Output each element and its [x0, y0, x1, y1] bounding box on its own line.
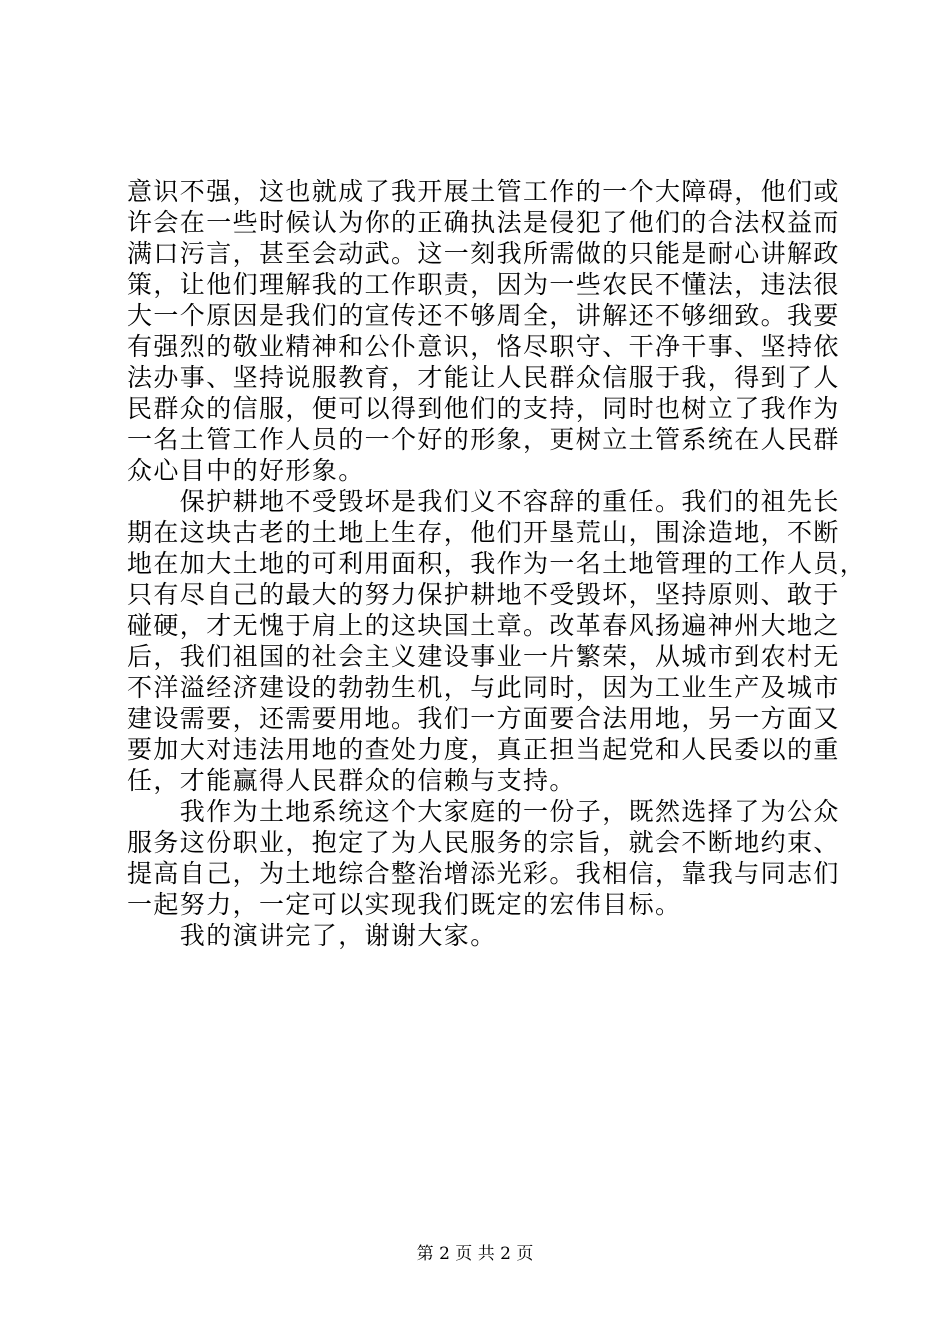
- paragraph-start-line: 我作为土地系统这个大家庭的一份子，既然选择了为公众: [127, 797, 840, 826]
- body-text-line: 策，让他们理解我的工作职责，因为一些农民不懂法，违法很: [127, 270, 840, 299]
- body-text-line: 满口污言，甚至会动武。这一刻我所需做的只能是耐心讲解政: [127, 239, 840, 268]
- body-text-line: 法办事、坚持说服教育，才能让人民群众信服于我，得到了人: [127, 363, 840, 392]
- body-text-line: 不洋溢经济建设的勃勃生机，与此同时，因为工业生产及城市: [127, 673, 840, 702]
- body-text-line: 众心目中的好形象。: [127, 456, 365, 485]
- body-text-line: 建设需要，还需要用地。我们一方面要合法用地，另一方面又: [127, 704, 840, 733]
- body-text-line: 提高自己，为土地综合整治增添光彩。我相信，靠我与同志们: [127, 859, 840, 888]
- body-text-line: 期在这块古老的土地上生存，他们开垦荒山，围涂造地，不断: [127, 518, 840, 547]
- paragraph-start-line: 保护耕地不受毁坏是我们义不容辞的重任。我们的祖先长: [127, 487, 840, 516]
- body-text-line: 有强烈的敬业精神和公仆意识，恪尽职守、干净干事、坚持依: [127, 332, 840, 361]
- body-text-line: 只有尽自己的最大的努力保护耕地不受毁坏，坚持原则、敢于: [127, 580, 840, 609]
- body-text-line: 任，才能赢得人民群众的信赖与支持。: [127, 766, 576, 795]
- body-text-line: 民群众的信服，便可以得到他们的支持，同时也树立了我作为: [127, 394, 840, 423]
- body-text-line: 碰硬，才无愧于肩上的这块国土章。改革春风扬遍神州大地之: [127, 611, 840, 640]
- body-text-line: 许会在一些时候认为你的正确执法是侵犯了他们的合法权益而: [127, 208, 840, 237]
- body-text-line: 大一个原因是我们的宣传还不够周全，讲解还不够细致。我要: [127, 301, 840, 330]
- body-text-line: 要加大对违法用地的查处力度，真正担当起党和人民委以的重: [127, 735, 840, 764]
- page-number-footer: 第 2 页 共 2 页: [416, 1244, 534, 1264]
- paragraph-start-line: 我的演讲完了，谢谢大家。: [127, 921, 497, 950]
- body-text-line: 后，我们祖国的社会主义建设事业一片繁荣，从城市到农村无: [127, 642, 840, 671]
- body-text-line: 一名土管工作人员的一个好的形象，更树立土管系统在人民群: [127, 425, 840, 454]
- body-text-line: 服务这份职业，抱定了为人民服务的宗旨，就会不断地约束、: [127, 828, 840, 857]
- body-text-line: 地在加大土地的可利用面积，我作为一名土地管理的工作人员，: [127, 549, 867, 578]
- body-text-line: 意识不强，这也就成了我开展土管工作的一个大障碍，他们或: [127, 177, 840, 206]
- body-text-line: 一起努力，一定可以实现我们既定的宏伟目标。: [127, 890, 682, 919]
